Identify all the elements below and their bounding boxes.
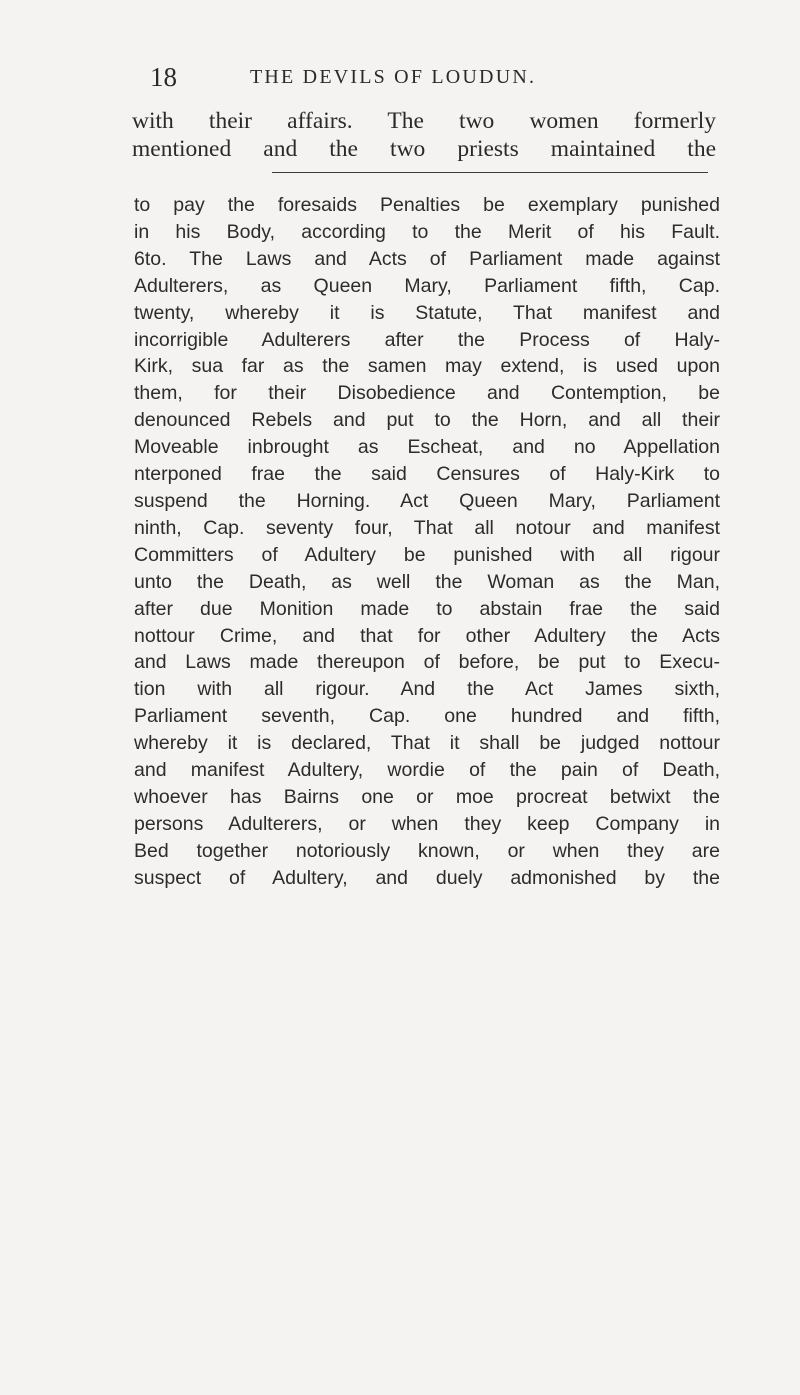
footnote-line: denounced Rebels and put to the Horn, and all their xyxy=(134,409,720,432)
footnote-line: to pay the foresaids Penalties be exemplary punished xyxy=(134,194,720,216)
main-text-line: mentioned and the two priests maintained the xyxy=(132,135,716,162)
footnote-line: Kirk, sua far as the samen may extend, is used upon xyxy=(134,355,720,378)
footnote-line: suspect of Adultery, and duely admonished by the xyxy=(134,866,720,889)
footnote-line: and Laws made thereupon of before, be put to Execu- xyxy=(134,651,720,674)
footnote-line: Bed together notoriously known, or when they are xyxy=(134,839,720,862)
main-text xyxy=(132,108,716,163)
footnote-line: after due Monition made to abstain frae the said xyxy=(134,597,720,620)
footnote-line: suspend the Horning. Act Queen Mary, Parliament xyxy=(134,489,720,512)
footnote-separator-rule xyxy=(272,172,708,173)
footnote-line: twenty, whereby it is Statute, That manifest and xyxy=(134,301,720,324)
footnote-line: 6to. The Laws and Acts of Parliament made against xyxy=(134,247,720,270)
running-title: THE DEVILS OF LOUDUN. xyxy=(250,66,537,88)
footnote-line: Moveable inbrought as Escheat, and no Appellation xyxy=(134,436,720,459)
page-number: 18 xyxy=(150,62,177,92)
footnote-line: nterponed frae the said Censures of Haly-Kirk to xyxy=(134,463,720,486)
footnote-line: them, for their Disobedience and Contemption, be xyxy=(134,382,720,405)
footnote-line: in his Body, according to the Merit of his Fault. xyxy=(134,220,720,243)
footnote-line: unto the Death, as well the Woman as the Man, xyxy=(134,570,720,593)
footnote-line: incorrigible Adulterers after the Process of Haly- xyxy=(134,328,720,351)
footnote-line: tion with all rigour. And the Act James sixth, xyxy=(134,678,720,701)
footnote-line: Parliament seventh, Cap. one hundred and fifth, xyxy=(134,705,720,728)
footnote-line: persons Adulterers, or when they keep Company in xyxy=(134,812,720,835)
footnote-line: whoever has Bairns one or moe procreat betwixt the xyxy=(134,785,720,808)
footnote-line: whereby it is declared, That it shall be judged nottour xyxy=(134,732,720,755)
footnote-line: Adulterers, as Queen Mary, Parliament fifth, Cap. xyxy=(134,274,720,297)
running-head xyxy=(150,62,710,92)
footnote-line: ninth, Cap. seventy four, That all notour and manifest xyxy=(134,516,720,539)
footnote-line: nottour Crime, and that for other Adultery the Acts xyxy=(134,624,720,647)
footnote xyxy=(134,192,720,892)
main-text-line: with their affairs. The two women formerly xyxy=(132,108,716,134)
footnote-line: and manifest Adultery, wordie of the pain of Death, xyxy=(134,759,720,782)
footnote-line: Committers of Adultery be punished with all rigour xyxy=(134,543,720,566)
